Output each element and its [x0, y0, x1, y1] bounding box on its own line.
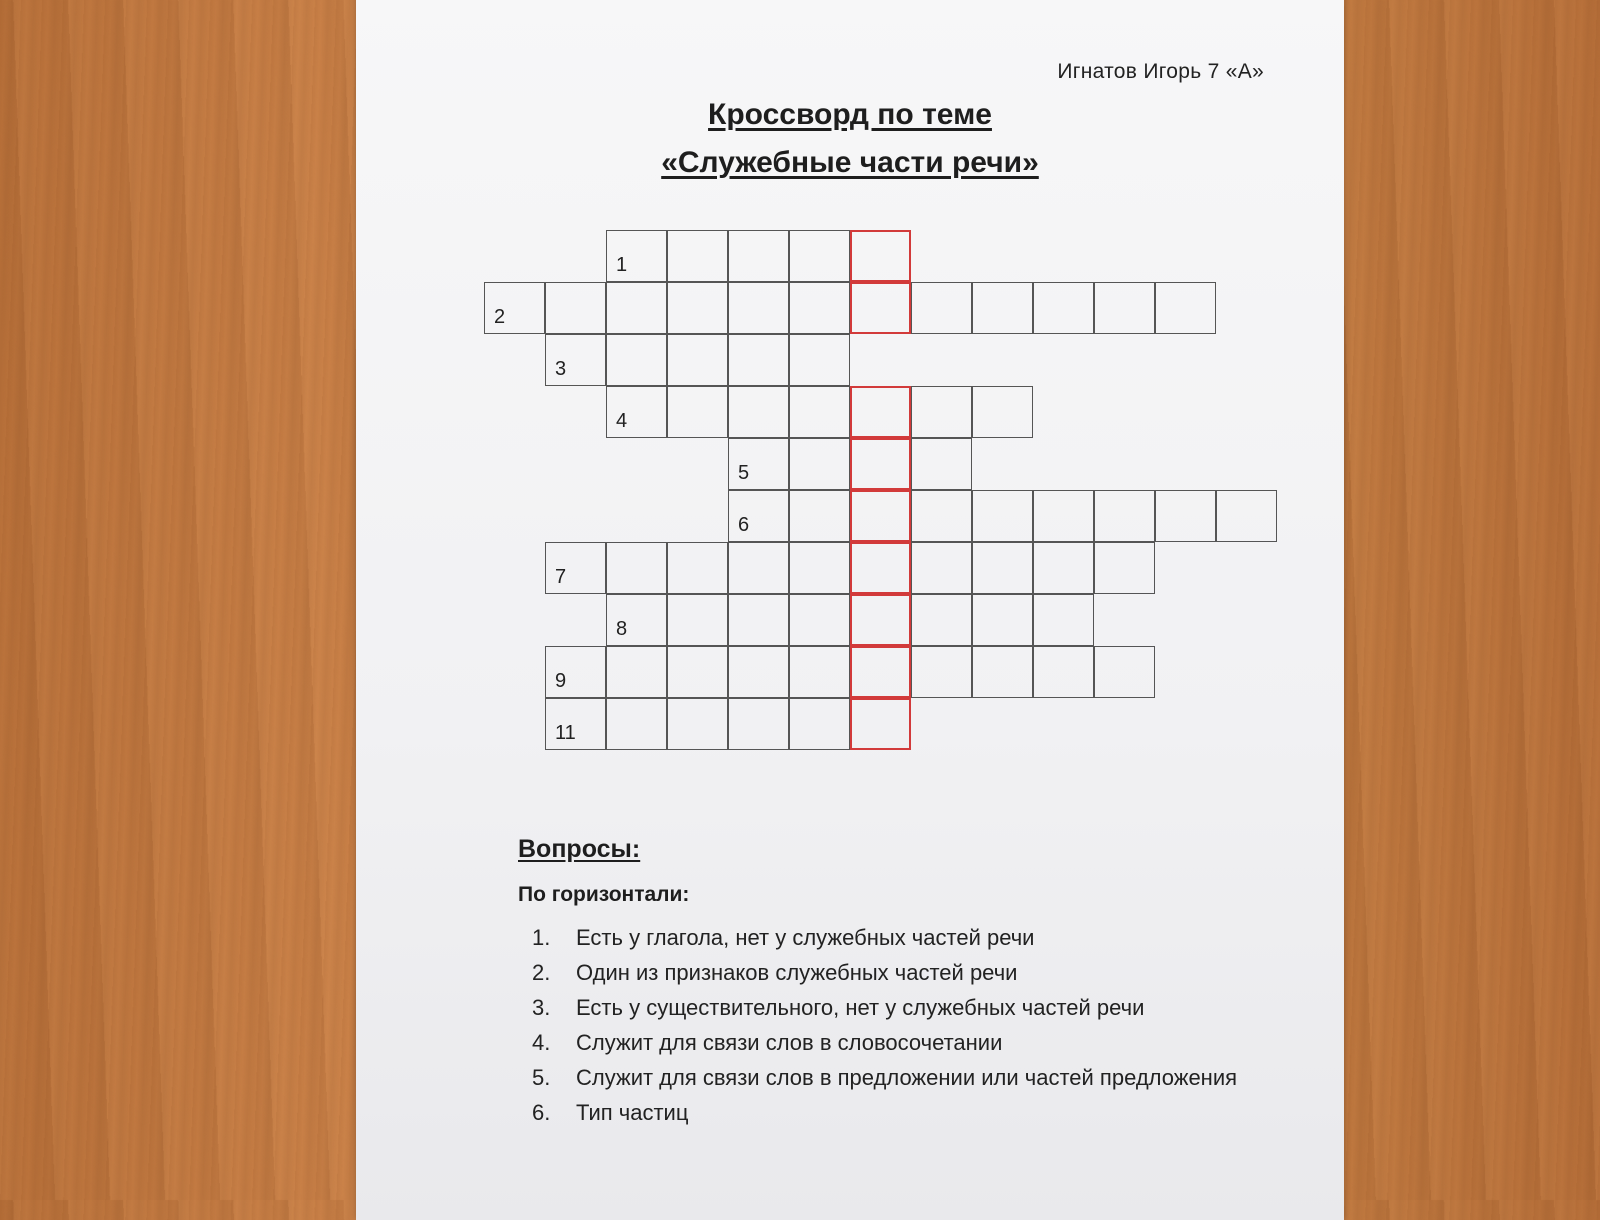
crossword-cell [1033, 490, 1094, 542]
crossword-cell [972, 646, 1033, 698]
crossword-key-cell [850, 230, 911, 282]
crossword-cell [606, 386, 667, 438]
crossword-cell [911, 438, 972, 490]
crossword-cell [545, 334, 606, 386]
crossword-cell [545, 282, 606, 334]
clue-list [532, 920, 1292, 1130]
author-name: Игнатов Игорь 7 «А» [1057, 60, 1264, 83]
crossword-key-cell [850, 282, 911, 334]
crossword-cell [728, 230, 789, 282]
crossword-key-cell [850, 542, 911, 594]
crossword-cell [1155, 490, 1216, 542]
clue-number: 5. [532, 1065, 551, 1090]
horizontal-heading: По горизонтали: [518, 883, 690, 906]
crossword-cell [606, 594, 667, 646]
worksheet-paper [356, 0, 1344, 1220]
clue-item [532, 1060, 1292, 1095]
crossword-cell [545, 542, 606, 594]
crossword-key-cell [850, 386, 911, 438]
crossword-cell [667, 230, 728, 282]
crossword-row-number: 11 [555, 722, 576, 744]
crossword-cell [667, 698, 728, 750]
clue-text: Есть у глагола, нет у служебных частей речи [576, 925, 1035, 950]
clue-number: 2. [532, 960, 551, 985]
crossword-cell [911, 646, 972, 698]
crossword-cell [1033, 282, 1094, 334]
crossword-cell [484, 282, 545, 334]
crossword-cell [606, 646, 667, 698]
crossword-cell [911, 542, 972, 594]
title-line-2: «Служебные части речи» [661, 146, 1039, 179]
clue-item [532, 1025, 1292, 1060]
crossword-cell [789, 438, 850, 490]
crossword-cell [667, 594, 728, 646]
crossword-key-cell [850, 594, 911, 646]
crossword-key-cell [850, 698, 911, 750]
clue-number: 3. [532, 995, 551, 1020]
crossword-cell [972, 490, 1033, 542]
crossword-cell [667, 646, 728, 698]
clue-text: Служит для связи слов в предложении или частей предложения [576, 1065, 1238, 1090]
crossword-cell [1216, 490, 1277, 542]
crossword-cell [728, 438, 789, 490]
crossword-cell [1094, 646, 1155, 698]
crossword-cell [667, 386, 728, 438]
crossword-cell [545, 698, 606, 750]
clue-text: Один из признаков служебных частей речи [576, 960, 1018, 985]
crossword-cell [911, 282, 972, 334]
crossword-cell [789, 282, 850, 334]
crossword-cell [789, 490, 850, 542]
crossword-cell [911, 490, 972, 542]
crossword-cell [911, 594, 972, 646]
crossword-row-number: 4 [616, 410, 628, 432]
crossword-cell [606, 698, 667, 750]
crossword-cell [1094, 490, 1155, 542]
crossword-cell [728, 698, 789, 750]
crossword-key-cell [850, 646, 911, 698]
crossword-row-number: 3 [555, 358, 567, 380]
crossword-row-number: 2 [494, 306, 506, 328]
clue-item [532, 920, 1292, 955]
crossword-cell [728, 282, 789, 334]
crossword-cell [789, 386, 850, 438]
clue-item [532, 1095, 1292, 1130]
clue-number: 4. [532, 1030, 551, 1055]
crossword-cell [789, 334, 850, 386]
clue-text: Тип частиц [576, 1100, 689, 1125]
crossword-row-number: 6 [738, 514, 750, 536]
crossword-cell [1033, 542, 1094, 594]
crossword-cell [606, 230, 667, 282]
crossword-cell [1033, 646, 1094, 698]
crossword-cell [728, 594, 789, 646]
crossword-cell [789, 594, 850, 646]
clue-text: Есть у существительного, нет у служебных частей речи [576, 995, 1145, 1020]
crossword-cell [1094, 282, 1155, 334]
crossword-cell [789, 230, 850, 282]
crossword-cell [667, 542, 728, 594]
crossword-cell [728, 490, 789, 542]
crossword-row-number: 9 [555, 670, 567, 692]
crossword-cell [789, 646, 850, 698]
crossword-cell [728, 386, 789, 438]
crossword-cell [728, 646, 789, 698]
clue-number: 6. [532, 1100, 551, 1125]
title-line-1: Кроссворд по теме [708, 98, 992, 131]
crossword-cell [667, 334, 728, 386]
crossword-cell [972, 542, 1033, 594]
crossword-cell [728, 334, 789, 386]
clue-text: Служит для связи слов в словосочетании [576, 1030, 1003, 1055]
clue-number: 1. [532, 925, 551, 950]
crossword-cell [728, 542, 789, 594]
crossword-cell [606, 282, 667, 334]
crossword-key-cell [850, 438, 911, 490]
crossword-cell [789, 698, 850, 750]
crossword-cell [545, 646, 606, 698]
clue-item [532, 990, 1292, 1025]
crossword-row-number: 8 [616, 618, 628, 640]
crossword-cell [789, 542, 850, 594]
crossword-row-number: 1 [616, 254, 628, 276]
crossword-cell [1033, 594, 1094, 646]
crossword-row-number: 5 [738, 462, 750, 484]
crossword-cell [1094, 542, 1155, 594]
crossword-cell [1155, 282, 1216, 334]
questions-heading: Вопросы: [518, 835, 641, 863]
crossword-cell [911, 386, 972, 438]
crossword-row-number: 7 [555, 566, 567, 588]
crossword-cell [606, 334, 667, 386]
crossword-cell [606, 542, 667, 594]
crossword-cell [972, 386, 1033, 438]
crossword-cell [972, 594, 1033, 646]
crossword-cell [972, 282, 1033, 334]
clue-item [532, 955, 1292, 990]
crossword-key-cell [850, 490, 911, 542]
crossword-cell [667, 282, 728, 334]
